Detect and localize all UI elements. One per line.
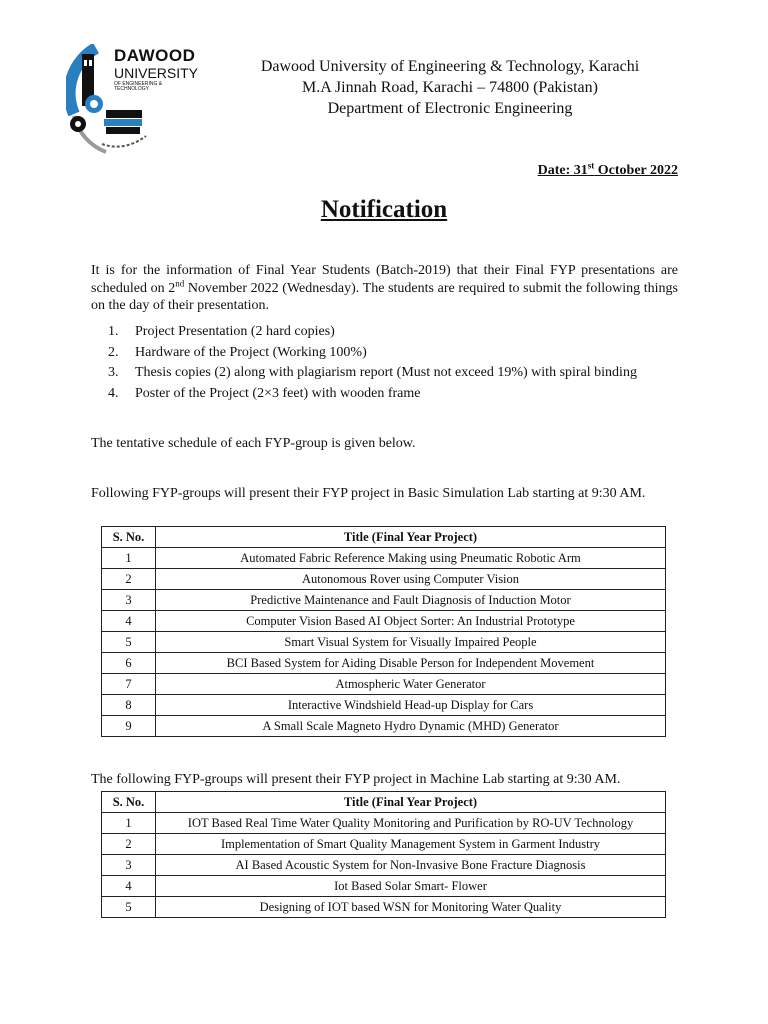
lab1-intro: Following FYP-groups will present their FYP project in Basic Simulation Lab starting at 9:30 AM. <box>91 486 646 501</box>
list-item-text: Hardware of the Project (Working 100%) <box>135 344 367 360</box>
intro-sup: nd <box>175 277 185 288</box>
cell-sno: 1 <box>102 813 156 834</box>
lab2-intro: The following FYP-groups will present their FYP project in Machine Lab starting at 9:30 AM. <box>91 772 621 787</box>
logo-name-line1: DAWOOD <box>114 46 196 65</box>
cell-title: Predictive Maintenance and Fault Diagnosis of Induction Motor <box>156 590 666 611</box>
cell-sno: 3 <box>102 590 156 611</box>
cell-title: BCI Based System for Aiding Disable Person for Independent Movement <box>156 653 666 674</box>
cell-title: Computer Vision Based AI Object Sorter: An Industrial Prototype <box>156 611 666 632</box>
table-row <box>102 813 666 834</box>
table-row <box>102 716 666 737</box>
list-item-text: Project Presentation (2 hard copies) <box>135 324 335 339</box>
university-name: Dawood University of Engineering & Technology, Karachi <box>260 58 640 75</box>
list-item-number: 3. <box>108 365 119 381</box>
list-item <box>108 384 637 405</box>
cell-sno: 5 <box>102 897 156 918</box>
table-row <box>102 611 666 632</box>
table-row <box>102 897 666 918</box>
table-row <box>102 674 666 695</box>
intro-paragraph <box>91 262 678 315</box>
letterhead <box>200 56 700 119</box>
list-item-number: 1. <box>108 324 119 339</box>
table-row <box>102 569 666 590</box>
cell-title: Implementation of Smart Quality Management System in Garment Industry <box>156 834 666 855</box>
cell-sno: 5 <box>102 632 156 653</box>
table-row <box>102 876 666 897</box>
university-address: M.A Jinnah Road, Karachi – 74800 (Pakistan) <box>302 79 598 96</box>
table-row <box>102 695 666 716</box>
table-header-row <box>102 527 666 548</box>
list-item <box>108 322 637 343</box>
table-row <box>102 653 666 674</box>
schedule-intro: The tentative schedule of each FYP-group is given below. <box>91 436 416 451</box>
university-logo <box>66 44 199 156</box>
table-header-row <box>102 792 666 813</box>
cell-sno: 6 <box>102 653 156 674</box>
lab2-schedule-table <box>101 791 666 918</box>
list-item-text: Thesis copies (2) along with plagiarism report (Must not exceed 19%) with spiral binding <box>135 365 637 381</box>
intro-part2: November 2022 (Wednesday). The students are required to submit the following things on the day of their presentation. <box>91 280 678 313</box>
table-row <box>102 834 666 855</box>
list-item-number: 2. <box>108 344 119 360</box>
cell-title: Automated Fabric Reference Making using Pneumatic Robotic Arm <box>156 548 666 569</box>
cell-title: IOT Based Real Time Water Quality Monitoring and Purification by RO-UV Technology <box>156 813 666 834</box>
column-header-title: Title (Final Year Project) <box>156 792 666 813</box>
cell-title: Iot Based Solar Smart- Flower <box>156 876 666 897</box>
intro-part1: It is for the information of Final Year Students (Batch-2019) that their Final FYP presentations are scheduled on 2 <box>91 263 678 296</box>
cell-title: Designing of IOT based WSN for Monitoring Water Quality <box>156 897 666 918</box>
date-prefix: Date: 31 <box>537 163 588 178</box>
cell-sno: 9 <box>102 716 156 737</box>
requirements-list <box>108 322 637 405</box>
column-header-sno: S. No. <box>102 792 156 813</box>
logo-name-line2: UNIVERSITY <box>114 65 199 81</box>
cell-title: Smart Visual System for Visually Impaired People <box>156 632 666 653</box>
date-suffix: st <box>587 160 595 171</box>
cell-sno: 2 <box>102 834 156 855</box>
department-name: Department of Electronic Engineering <box>327 100 573 117</box>
cell-sno: 7 <box>102 674 156 695</box>
cell-sno: 2 <box>102 569 156 590</box>
cell-sno: 4 <box>102 611 156 632</box>
cell-title: A Small Scale Magneto Hydro Dynamic (MHD) Generator <box>156 716 666 737</box>
page-title: Notification <box>320 196 448 223</box>
cell-sno: 4 <box>102 876 156 897</box>
cell-title: Interactive Windshield Head-up Display for Cars <box>156 695 666 716</box>
cell-sno: 3 <box>102 855 156 876</box>
list-item <box>108 363 637 384</box>
cell-sno: 1 <box>102 548 156 569</box>
list-item <box>108 343 637 364</box>
cell-title: AI Based Acoustic System for Non-Invasive Bone Fracture Diagnosis <box>156 855 666 876</box>
column-header-sno: S. No. <box>102 527 156 548</box>
list-item-text: Poster of the Project (2×3 feet) with wooden frame <box>135 386 421 402</box>
logo-text <box>114 47 198 92</box>
cell-title: Autonomous Rover using Computer Vision <box>156 569 666 590</box>
cell-title: Atmospheric Water Generator <box>156 674 666 695</box>
lab1-schedule-table <box>101 526 666 737</box>
table-row <box>102 548 666 569</box>
table-row <box>102 590 666 611</box>
date-rest: October 2022 <box>594 163 678 178</box>
column-header-title: Title (Final Year Project) <box>156 527 666 548</box>
list-item-number: 4. <box>108 386 119 402</box>
cell-sno: 8 <box>102 695 156 716</box>
table-row <box>102 632 666 653</box>
table-row <box>102 855 666 876</box>
logo-name-line3: OF ENGINEERING & TECHNOLOGY <box>114 81 163 92</box>
notification-date <box>537 160 678 179</box>
